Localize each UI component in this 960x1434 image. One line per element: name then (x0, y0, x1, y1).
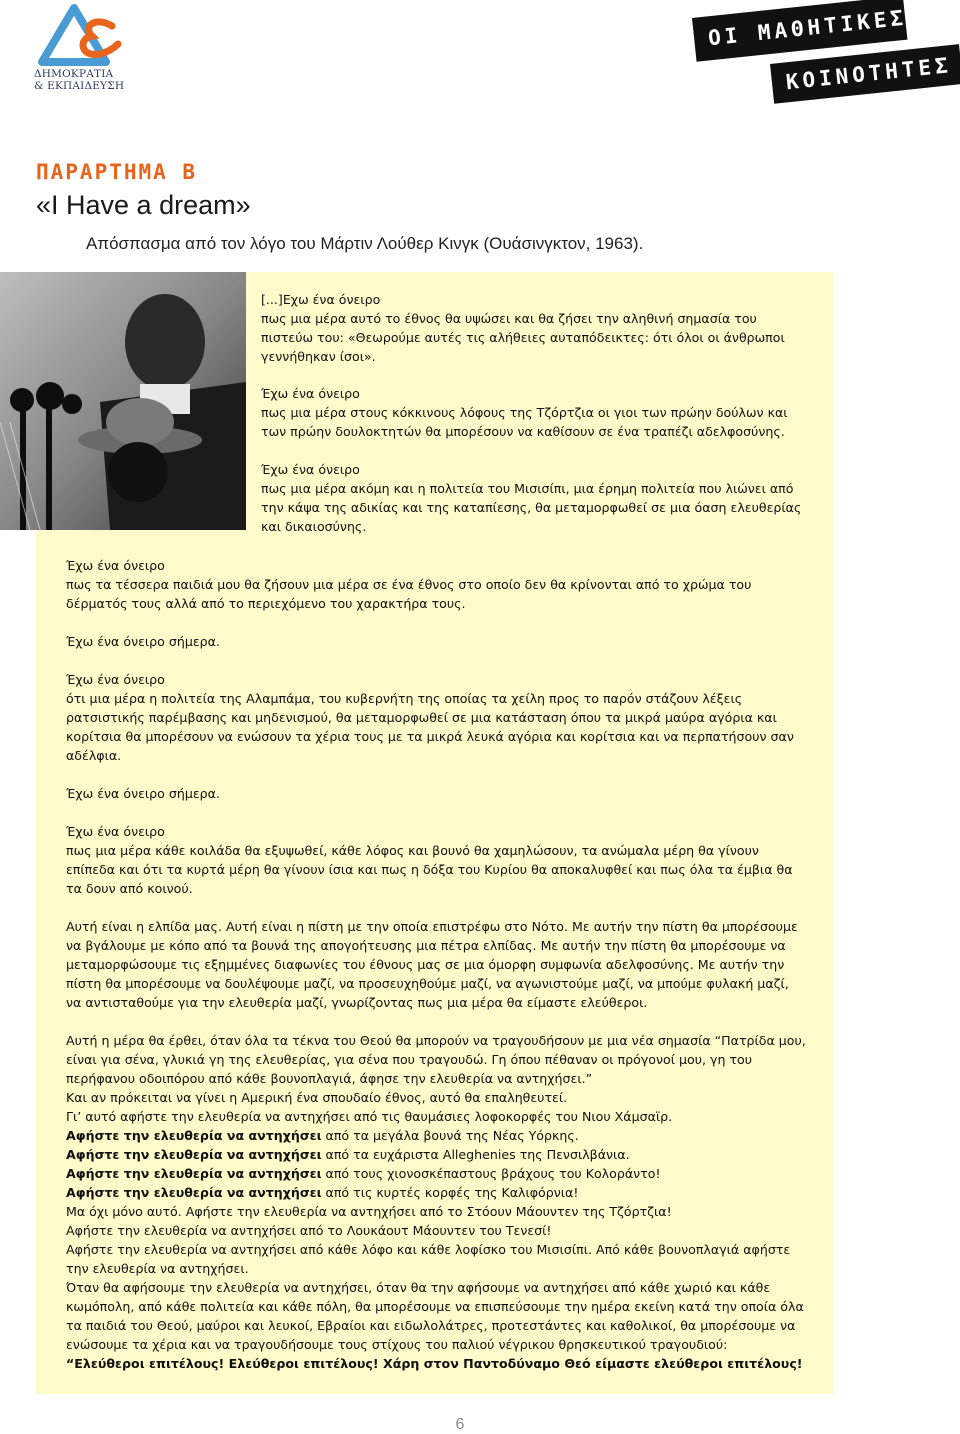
line-mississippi: Αφήστε την ελευθερία να αντηχήσει από κάθε λόφο και κάθε λοφίσκο του Μισισίπι. Από κάθε βουνοπλαγιά αφήστε την ελευθερία να αντηχήσει. (66, 1242, 791, 1276)
let-freedom-ring: Αφήστε την ελευθερία να αντηχήσει (66, 1185, 322, 1200)
closing-bold: “Ελεύθεροι επιτέλους! Ελεύθεροι επιτέλους! Χάρη στον Παντοδύναμο Θεό είμαστε ελεύθεροι επιτέλους! (66, 1356, 803, 1371)
speech-body (66, 556, 806, 1373)
dream-heading: Έχω ένα όνειρο (66, 558, 165, 573)
appendix-title: ΠΑΡΑΡΤΗΜΑ Β (36, 160, 198, 184)
line-rest: από τις κυρτές κορφές της Καλιφόρνια! (321, 1185, 579, 1200)
closing-line (66, 1354, 806, 1373)
dream-paragraph-1 (261, 290, 806, 366)
dream-heading: Έχω ένα όνειρο (261, 386, 360, 401)
line-rest: από τους χιονοσκέπαστους βράχους του Κολοράντο! (321, 1166, 661, 1181)
dream-body: πως μια μέρα στους κόκκινους λόφους της Τζόρτζια οι γιοι των πρώην δούλων και των πρώην δουλοκτητών θα μπορέσουν να καθίσουν σε ένα τραπέζι αδελφοσύνης. (261, 405, 788, 439)
line-california (66, 1183, 806, 1202)
line-tennessee: Αφήστε την ελευθερία να αντηχήσει από το Λουκάουτ Μάουντεν του Τενεσί! (66, 1223, 552, 1238)
stamp-line2: ΚΟΙΝΟΤΗΤΕΣ (784, 53, 953, 95)
let-freedom-ring: Αφήστε την ελευθερία να αντηχήσει (66, 1166, 322, 1181)
dream-paragraph-3 (261, 460, 806, 536)
line-colorado (66, 1164, 806, 1183)
line-new-york (66, 1126, 806, 1145)
dream-today: Έχω ένα όνειρο σήμερα. (66, 786, 220, 801)
page-number: 6 (455, 1416, 465, 1433)
day-paragraph: Αυτή η μέρα θα έρθει, όταν όλα τα τέκνα του Θεού θα μπορούν να τραγουδήσουν με μια νέα σημασία “Πατρίδα μου, είναι για σένα, γλυκιά γη της ελευθερίας, για σένα που τραγουδώ. Γη όπου πέθαναν οι πρόγονοί μου, γη του περήφανου οδοιπόρου από κάθε βουνοπλαγιά, άφησε την ελευθερία να αντηχήσει.” (66, 1033, 806, 1086)
dream-body: ότι μια μέρα η πολιτεία της Αλαμπάμα, του κυβερνήτη της οποίας τα χείλη προς το παρόν στάζουν λέξεις ρατσιστικής παρέμβασης και μηδενισμού, θα μεταμορφωθεί σε μια κατάσταση όπου τα μικρά μαύρα αγόρια και κορίτσια θα μπορέσουν να ενώσουν τα χέρια τους με τα μικρά λευκά αγόρια και κορίτσια και να περπατήσουν σαν αδέλφια. (66, 691, 794, 763)
dream-heading: Έχω ένα όνειρο (66, 672, 165, 687)
page-subtitle: Απόσπασμα από τον λόγο του Μάρτιν Λούθερ Κινγκ (Ουάσινγκτον, 1963). (86, 234, 644, 253)
logo-line1: ΔΗΜΟΚΡΑΤΙΑ (34, 68, 114, 80)
dream-body: πως μια μέρα αυτό το έθνος θα υψώσει και θα ζήσει την αληθινή σημασία του πιστεύω του: «Θεωρούμε αυτές τις αλήθειες αυταπόδεικτες: ότι όλοι οι άνθρωποι γεννήθηκαν ίσοι». (261, 311, 785, 364)
dream-heading: Έχω ένα όνειρο (66, 824, 165, 839)
line-america: Και αν πρόκειται να γίνει η Αμερική ένα σπουδαίο έθνος, αυτό θα επαληθευτεί. (66, 1090, 568, 1105)
stamp-line1: ΟΙ ΜΑΘΗΤΙΚΕΣ (706, 5, 909, 51)
dream-heading: Έχω ένα όνειρο (261, 462, 360, 477)
line-rest: από τα ευχάριστα Alleghenies της Πενσιλβάνια. (321, 1147, 630, 1162)
final-paragraph: Όταν θα αφήσουμε την ελευθερία να αντηχήσει, όταν θα την αφήσουμε να αντηχήσει από κάθε χωριό και κάθε κωμόπολη, από κάθε πολιτεία και κάθε πόλη, θα μπορέσουμε να επισπεύσουμε την ημέρα εκείνη κατά την οποία όλα τα παιδιά του Θεού, μαύροι και λευκοί, Εβραίοι και ειδωλολάτρες, προτεστάντες και καθολικοί, θα μπορέσουμε να ενώσουμε τα χέρια και να τραγουδήσουμε τους στίχους του παλιού νέγρικου θρησκευτικού τραγουδιού: (66, 1280, 804, 1352)
line-rest: από τα μεγάλα βουνά της Νέας Υόρκης. (321, 1128, 579, 1143)
dream-today: Έχω ένα όνειρο σήμερα. (66, 634, 220, 649)
line-georgia: Μα όχι μόνο αυτό. Αφήστε την ελευθερία να αντηχήσει από το Στόουν Μάουντεν της Τζόρτζια! (66, 1204, 672, 1219)
dream-paragraph-2 (261, 384, 806, 441)
dream-body: πως μια μέρα ακόμη και η πολιτεία του Μισισίπι, μια έρημη πολιτεία που λιώνει από την κάψα της αδικίας και της καταπίεσης, θα μεταμορφωθεί σε μια όαση ελευθερίας και δικαιοσύνης. (261, 481, 802, 534)
dream-heading: [...]Εχω ένα όνειρο (261, 292, 381, 307)
dream-body: πως μια μέρα κάθε κοιλάδα θα εξυψωθεί, κάθε λόφος και βουνό θα χαμηλώσουν, τα ανώμαλα μέρη θα γίνουν επίπεδα και ότι τα κυρτά μέρη θα γίνουν ίσια και πως η δόξα του Κυρίου θα αποκαλυφθεί και πως όλα τα έμβια θα τα δουν από κοινού. (66, 843, 793, 896)
student-communities-stamp-bottom (770, 44, 960, 104)
line-pennsylvania (66, 1145, 806, 1164)
page-title: «I Have a dream» (36, 190, 251, 220)
let-freedom-ring: Αφήστε την ελευθερία να αντηχήσει (66, 1147, 322, 1162)
let-freedom-ring: Αφήστε την ελευθερία να αντηχήσει (66, 1128, 322, 1143)
line-new-hampshire: Γι’ αυτό αφήστε την ελευθερία να αντηχήσει από τις θαυμάσιες λοφοκορφές του Νιου Χάμσαϊρ. (66, 1109, 673, 1124)
dream-body: πως τα τέσσερα παιδιά μου θα ζήσουν μια μέρα σε ένα έθνος στο οποίο δεν θα κρίνονται από το χρώμα του δέρματός τους αλλά από το περιεχόμενο του χαρακτήρα τους. (66, 577, 752, 611)
logo-line2: & ΕΚΠΑΙΔΕΥΣΗ (34, 80, 125, 92)
hope-paragraph: Αυτή είναι η ελπίδα μας. Αυτή είναι η πίστη με την οποία επιστρέφω στο Νότο. Με αυτήν την πίστη θα μπορέσουμε να βγάλουμε με κόπο από τα βουνά της απογοήτευσης μια πέτρα ελπίδας. Με αυτήν την πίστη θα μπορέσουμε να μεταμορφώσουμε τις εξημμένες διαφωνίες του έθνους μας σε μια όμορφη συμφωνία αδελφοσύνης. Με αυτήν την πίστη θα μπορέσουμε να δουλέψουμε μαζί, να προσευχηθούμε μαζί, να αγωνιστούμε μαζί, να μπούμε φυλακή μαζί, να αντισταθούμε για την ελευθερία μαζί, γνωρίζοντας πως μια μέρα θα είμαστε ελεύθεροι. (66, 919, 798, 1010)
mlk-photo (0, 272, 246, 530)
logo-caption (34, 68, 134, 92)
